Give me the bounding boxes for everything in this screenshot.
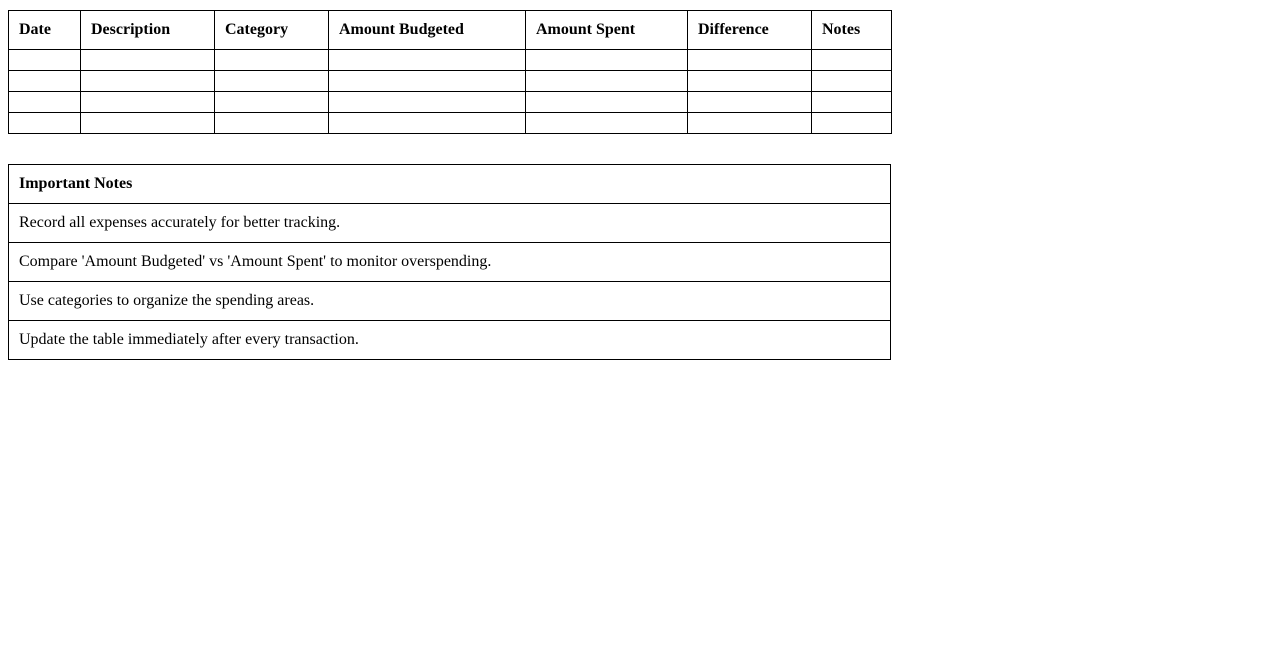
expense-row [9,113,892,134]
expense-table [8,10,892,134]
expense-cell-description [81,71,215,92]
expense-cell-notes [812,113,892,134]
expense-cell-amount-spent [526,113,688,134]
expense-row [9,50,892,71]
expense-cell-category [215,113,329,134]
expense-cell-date [9,113,81,134]
expense-cell-amount-spent [526,92,688,113]
expense-cell-category [215,71,329,92]
expense-cell-difference [688,71,812,92]
expense-cell-notes [812,71,892,92]
expense-cell-amount-budgeted [329,113,526,134]
expense-cell-notes [812,92,892,113]
expense-cell-difference [688,50,812,71]
expense-cell-difference [688,92,812,113]
expense-cell-category [215,50,329,71]
note-row [9,204,891,243]
column-header-date: Date [9,11,81,50]
column-header-notes: Notes [812,11,892,50]
column-header-difference: Difference [688,11,812,50]
expense-cell-description [81,113,215,134]
important-notes-table [8,164,891,360]
expense-cell-date [9,92,81,113]
column-header-category: Category [215,11,329,50]
expense-cell-description [81,92,215,113]
expense-cell-amount-spent [526,50,688,71]
expense-cell-amount-budgeted [329,71,526,92]
expense-cell-notes [812,50,892,71]
notes-title: Important Notes [9,165,891,204]
column-header-description: Description [81,11,215,50]
expense-cell-description [81,50,215,71]
note-item: Use categories to organize the spending areas. [9,282,891,321]
expense-cell-difference [688,113,812,134]
notes-header-row [9,165,891,204]
expense-cell-date [9,71,81,92]
column-header-amount-spent: Amount Spent [526,11,688,50]
expense-row [9,71,892,92]
expense-cell-amount-budgeted [329,50,526,71]
note-item: Update the table immediately after every transaction. [9,321,891,360]
expense-table-header-row [9,11,892,50]
note-item: Record all expenses accurately for better tracking. [9,204,891,243]
expense-cell-category [215,92,329,113]
expense-cell-amount-spent [526,71,688,92]
column-header-amount-budgeted: Amount Budgeted [329,11,526,50]
note-row [9,282,891,321]
note-item: Compare 'Amount Budgeted' vs 'Amount Spent' to monitor overspending. [9,243,891,282]
note-row [9,321,891,360]
expense-row [9,92,892,113]
expense-cell-amount-budgeted [329,92,526,113]
note-row [9,243,891,282]
expense-cell-date [9,50,81,71]
